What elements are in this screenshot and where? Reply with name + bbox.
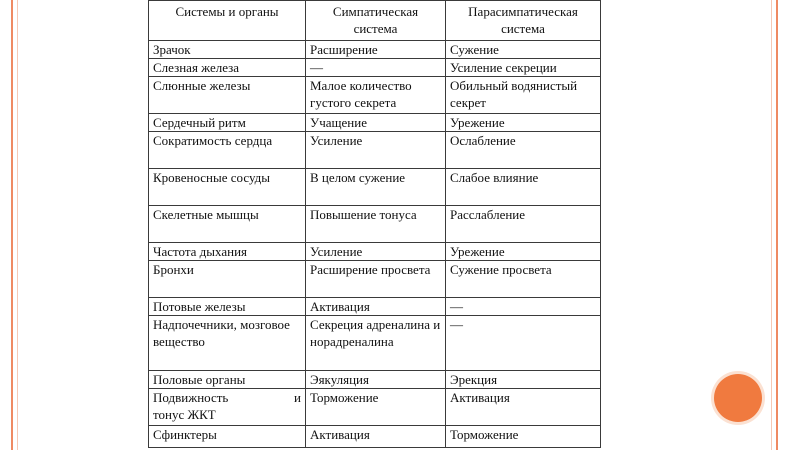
sympathetic-cell: Учащение <box>306 114 446 132</box>
organ-cell: Зрачок <box>149 41 306 59</box>
organ-cell: Слюнные железы <box>149 77 306 114</box>
parasympathetic-cell: Урежение <box>446 243 601 261</box>
table-row <box>149 77 601 114</box>
table-row <box>149 261 601 298</box>
table-row <box>149 41 601 59</box>
organ-cell: Сердечный ритм <box>149 114 306 132</box>
left-frame-line <box>11 0 13 450</box>
table-row <box>149 298 601 316</box>
sympathetic-cell: Расширение просвета <box>306 261 446 298</box>
parasympathetic-cell: Усиление секреции <box>446 59 601 77</box>
header-systems: Системы и органы <box>149 1 306 41</box>
header-sympathetic: Симпатическая система <box>306 1 446 41</box>
right-frame-line <box>776 0 778 450</box>
parasympathetic-cell: Торможение <box>446 426 601 448</box>
organ-cell <box>149 389 306 426</box>
sympathetic-cell: Малое количество густого секрета <box>306 77 446 114</box>
table-header-row <box>149 1 601 41</box>
sympathetic-cell: Активация <box>306 298 446 316</box>
sympathetic-cell: В целом сужение <box>306 169 446 206</box>
organ-cell: Половые органы <box>149 371 306 389</box>
parasympathetic-cell: — <box>446 316 601 371</box>
parasympathetic-cell: Урежение <box>446 114 601 132</box>
header-parasympathetic: Парасимпатическая система <box>446 1 601 41</box>
sympathetic-cell: Усиление <box>306 132 446 169</box>
organ-cell: Скелетные мышцы <box>149 206 306 243</box>
parasympathetic-cell: Активация <box>446 389 601 426</box>
table-row <box>149 371 601 389</box>
parasympathetic-cell: Ослабление <box>446 132 601 169</box>
parasympathetic-cell: Слабое влияние <box>446 169 601 206</box>
parasympathetic-cell: Сужение просвета <box>446 261 601 298</box>
table-row <box>149 426 601 448</box>
organ-cell: Кровеносные сосуды <box>149 169 306 206</box>
organ-cell: Потовые железы <box>149 298 306 316</box>
sympathetic-cell: Торможение <box>306 389 446 426</box>
parasympathetic-cell: — <box>446 298 601 316</box>
table-row <box>149 389 601 426</box>
right-frame-line-inner <box>771 0 772 450</box>
sympathetic-cell: Усиление <box>306 243 446 261</box>
organ-cell: Частота дыхания <box>149 243 306 261</box>
organ-word: Подвижность <box>153 390 229 405</box>
left-frame-line-inner <box>17 0 18 450</box>
decorative-circle <box>714 374 762 422</box>
organ-line-justified <box>153 389 301 406</box>
parasympathetic-cell: Расслабление <box>446 206 601 243</box>
organ-cell: Сократимость сердца <box>149 132 306 169</box>
organ-line: тонус ЖКТ <box>153 407 216 422</box>
sympathetic-cell: Повышение тонуса <box>306 206 446 243</box>
sympathetic-cell: — <box>306 59 446 77</box>
organ-cell: Бронхи <box>149 261 306 298</box>
parasympathetic-cell: Обильный водянистый секрет <box>446 77 601 114</box>
table-row <box>149 132 601 169</box>
organ-cell: Сфинктеры <box>149 426 306 448</box>
autonomic-comparison-table <box>148 0 601 448</box>
table-row <box>149 114 601 132</box>
table-row <box>149 243 601 261</box>
table-row <box>149 316 601 371</box>
parasympathetic-cell: Сужение <box>446 41 601 59</box>
parasympathetic-cell: Эрекция <box>446 371 601 389</box>
sympathetic-cell: Расширение <box>306 41 446 59</box>
organ-cell: Надпочечники, мозговое вещество <box>149 316 306 371</box>
sympathetic-cell: Активация <box>306 426 446 448</box>
organ-cell: Слезная железа <box>149 59 306 77</box>
organ-word: и <box>294 390 301 405</box>
table-row <box>149 206 601 243</box>
sympathetic-cell: Эякуляция <box>306 371 446 389</box>
table-row <box>149 59 601 77</box>
table-row <box>149 169 601 206</box>
sympathetic-cell: Секреция адреналина и норадреналина <box>306 316 446 371</box>
